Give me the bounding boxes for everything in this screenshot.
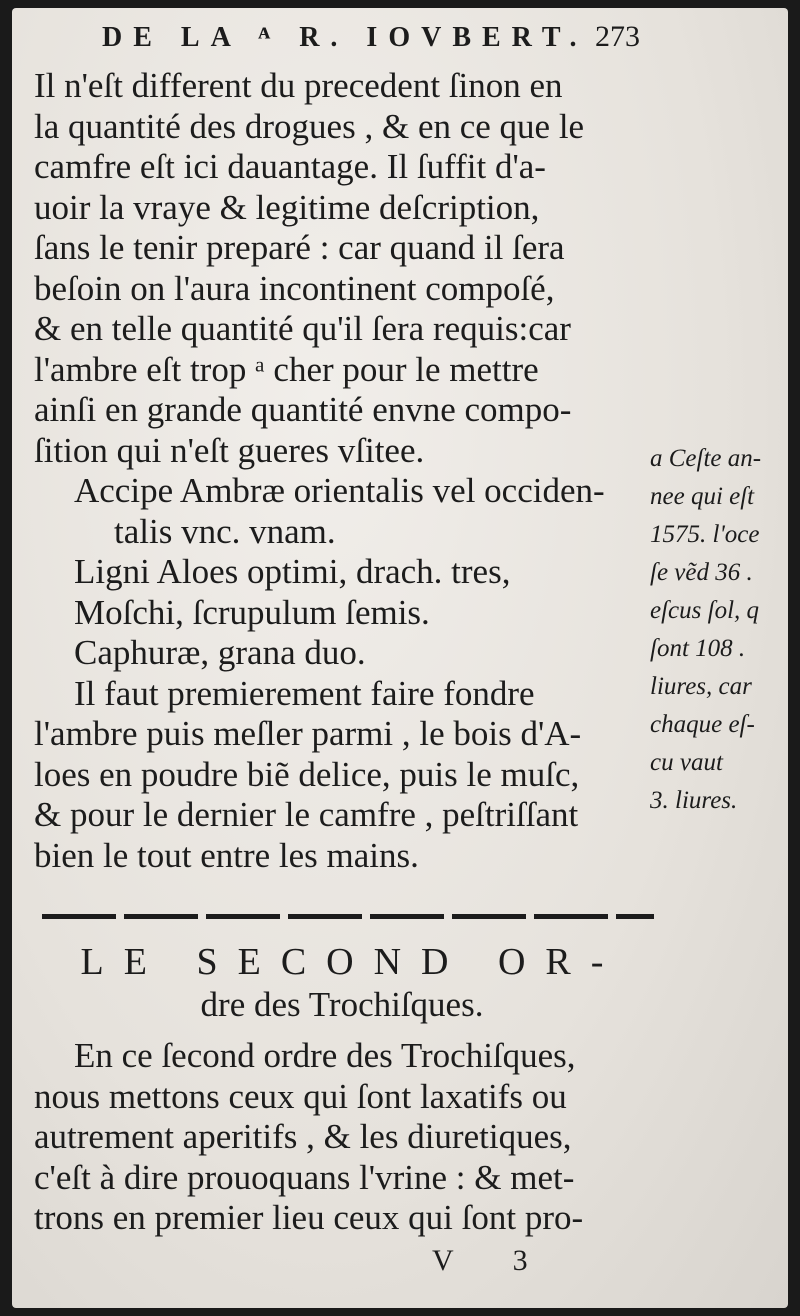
marginal-note-line: ſont 108 . — [650, 635, 746, 662]
text-line: beſoin on l'aura incontinent compoſé, — [34, 268, 555, 308]
text-line: l'ambre eſt trop ᵃ cher pour le mettre — [34, 349, 539, 389]
text-line: ainſi en grande quantité envne compo- — [34, 390, 572, 429]
text-line: Il faut premierement faire fondre — [74, 673, 535, 713]
marginal-note-line: eſcus ſol, q — [650, 597, 760, 624]
text-line: bien le tout entre les mains. — [34, 835, 419, 875]
marginal-note-line: 3. liures. — [650, 787, 738, 814]
section-divider-rule — [42, 914, 654, 919]
text-line: En ce ſecond ordre des Trochiſques, — [74, 1036, 576, 1075]
recipe-line: talis vnc. vnam. — [114, 511, 336, 551]
running-head-title: DE LA ᴬ R. IOVBERT. — [102, 22, 588, 53]
text-line: Il n'eſt different du precedent ſinon en — [34, 66, 563, 105]
text-line: nous mettons ceux qui ſont laxatifs ou — [34, 1076, 567, 1116]
marginal-note-line: ſe vẽd 36 . — [650, 559, 753, 586]
marginal-note-line: cu vaut — [650, 749, 723, 776]
recipe-line: Ligni Aloes optimi, drach. tres, — [74, 552, 511, 591]
text-line: ſans le tenir preparé : car quand il ſera — [34, 228, 565, 267]
text-line: & en telle quantité qu'il ſera requis:car — [34, 309, 571, 348]
recipe-line: Accipe Ambræ orientalis vel occiden- — [74, 471, 605, 510]
text-line: l'ambre puis meſler parmi , le bois d'A- — [34, 714, 582, 753]
text-line: uoir la vraye & legitime deſcription, — [34, 187, 540, 227]
text-line: camfre eſt ici dauantage. Il ſuffit d'a- — [34, 147, 546, 186]
section-heading — [12, 940, 672, 1026]
marginal-note — [650, 440, 788, 820]
marginal-note-line: a Ceſte an- — [650, 445, 762, 472]
main-text-block — [34, 66, 654, 876]
text-line: & pour le dernier le camfre , peſtriſſant — [34, 795, 579, 834]
recipe-line: Moſchi, ſcrupulum ſemis. — [74, 592, 430, 632]
signature-mark: V 3 — [432, 1244, 554, 1277]
text-line: la quantité des drogues , & en ce que le — [34, 106, 585, 146]
marginal-note-line: 1575. l'oce — [650, 521, 760, 548]
section-heading-line-1: LE SECOND OR- — [80, 941, 624, 983]
text-line: loes en poudre biẽ delice, puis le muſc, — [34, 754, 580, 794]
section-heading-line-2: dre des Trochiſques. — [200, 985, 484, 1024]
text-line: autrement aperitifs , & les diuretiques, — [34, 1117, 572, 1156]
second-text-block — [34, 1036, 664, 1239]
marginal-note-line: liures, car — [650, 673, 752, 700]
text-line: c'eſt à dire prouoquans l'vrine : & met- — [34, 1157, 575, 1197]
marginal-note-line: nee qui eſt — [650, 483, 755, 510]
text-line: ſition qui n'eſt gueres vſitee. — [34, 430, 425, 470]
page-number: 273 — [595, 20, 640, 53]
running-head — [12, 22, 788, 62]
marginal-note-line: chaque eſ- — [650, 711, 755, 738]
recipe-line: Caphuræ, grana duo. — [74, 633, 366, 672]
text-line: trons en premier lieu ceux qui ſont pro- — [34, 1198, 584, 1237]
book-page — [12, 8, 788, 1308]
